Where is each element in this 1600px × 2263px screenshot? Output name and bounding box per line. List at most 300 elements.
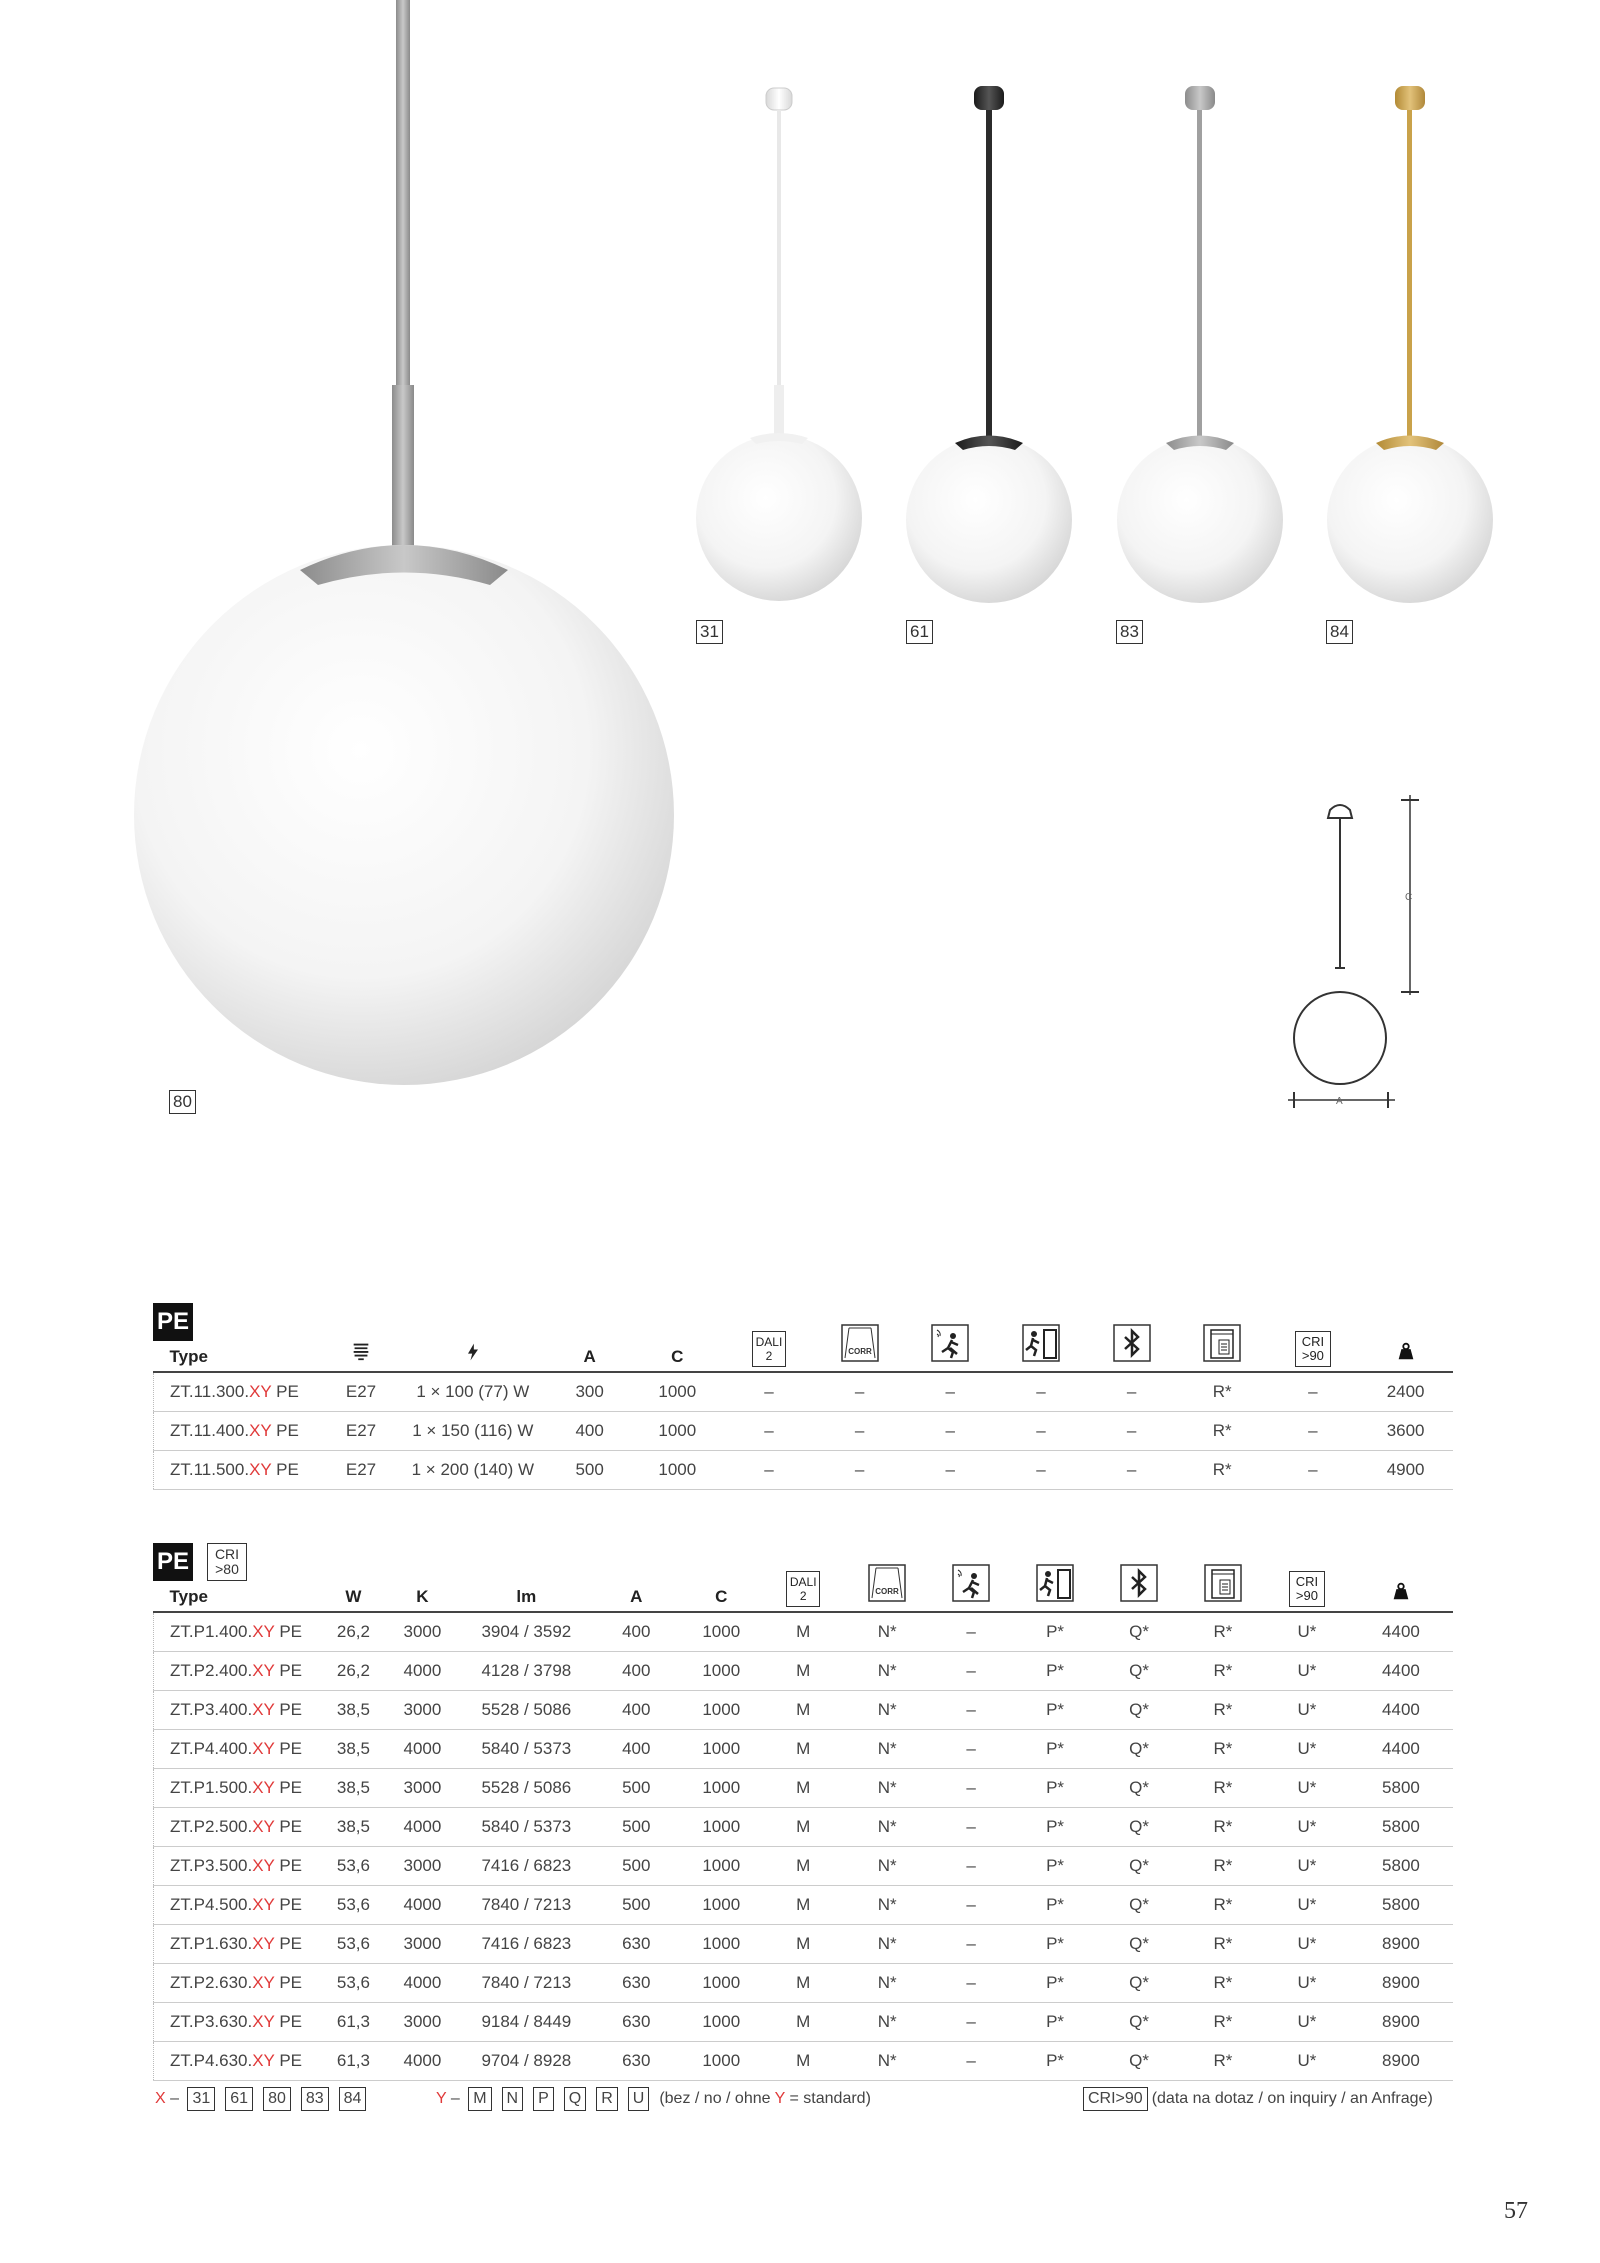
type-type-pre: ZT.P4.500. — [170, 1895, 253, 1914]
dali-cell: – — [724, 1412, 815, 1451]
type-type-post: PE — [274, 1973, 302, 1992]
emerg-cell: P* — [1013, 2042, 1097, 2081]
type-xy: XY — [252, 1895, 275, 1914]
cab-cell: R* — [1181, 2042, 1265, 2081]
lm-cell: 9184 / 8449 — [461, 2003, 591, 2042]
sensor-cell: – — [929, 1691, 1013, 1730]
type-type-pre: ZT.P2.500. — [170, 1817, 253, 1836]
weight-cell: 5800 — [1349, 1886, 1453, 1925]
legend-code-box: N — [502, 2087, 524, 2111]
c-cell: 1000 — [681, 1964, 761, 2003]
type-cell — [154, 1412, 325, 1451]
w-cell: 26,2 — [323, 1612, 383, 1652]
bt-cell: Q* — [1097, 1964, 1181, 2003]
corr-cell: – — [814, 1372, 905, 1412]
emerg-cell: P* — [1013, 1612, 1097, 1652]
weight-cell: 5800 — [1349, 1769, 1453, 1808]
cri-cell: – — [1268, 1412, 1359, 1451]
k-cell: 4000 — [383, 1652, 461, 1691]
table2-header-weight — [1349, 1564, 1453, 1612]
table1 — [153, 1324, 1453, 1490]
w-cell: 61,3 — [323, 2003, 383, 2042]
w-cell: 38,5 — [323, 1691, 383, 1730]
emerg-cell: P* — [1013, 1964, 1097, 2003]
variant-61-lamp — [906, 86, 1072, 603]
cri-cell: U* — [1265, 1808, 1349, 1847]
type-type-post: PE — [274, 1700, 302, 1719]
power-cell: 1 × 150 (116) W — [397, 1412, 548, 1451]
table-row — [154, 1372, 1454, 1412]
table1-body — [154, 1372, 1454, 1490]
emerg-cell: P* — [1013, 1886, 1097, 1925]
a-cell: 400 — [591, 1612, 681, 1652]
a-cell: 400 — [591, 1691, 681, 1730]
lm-cell: 9704 / 8928 — [461, 2042, 591, 2081]
cri-cell: U* — [1265, 1886, 1349, 1925]
legend-y-note-pre: (bez / no / ohne — [659, 2090, 775, 2107]
corr-cell: N* — [845, 1964, 929, 2003]
c-cell: 1000 — [681, 1925, 761, 1964]
lm-cell: 7840 / 7213 — [461, 1964, 591, 2003]
table-row — [154, 1925, 1454, 1964]
c-cell: 1000 — [681, 1691, 761, 1730]
weight-cell: 4900 — [1358, 1451, 1453, 1490]
bt-cell: Q* — [1097, 1730, 1181, 1769]
type-xy: XY — [252, 1973, 275, 1992]
table1-header-cabinet — [1177, 1324, 1268, 1372]
k-cell: 3000 — [383, 1769, 461, 1808]
type-xy: XY — [249, 1460, 272, 1479]
table2-header-cri — [1265, 1564, 1349, 1612]
c-cell: 1000 — [681, 2003, 761, 2042]
legend-code-box: P — [533, 2087, 554, 2111]
type-type-pre: ZT.11.300. — [170, 1382, 250, 1401]
emerg-cell: P* — [1013, 1652, 1097, 1691]
sensor-cell: – — [929, 1886, 1013, 1925]
k-cell: 4000 — [383, 1886, 461, 1925]
cri-cell: U* — [1265, 1964, 1349, 2003]
lm-cell: 7416 / 6823 — [461, 1925, 591, 1964]
sensor-cell: – — [929, 1847, 1013, 1886]
table-row — [154, 1612, 1454, 1652]
type-xy: XY — [252, 1934, 275, 1953]
type-cell — [154, 1372, 325, 1412]
table2-header-dali — [761, 1564, 845, 1612]
corr-cell: N* — [845, 1886, 929, 1925]
k-cell: 4000 — [383, 2042, 461, 2081]
a-cell: 400 — [548, 1412, 631, 1451]
bt-cell: Q* — [1097, 1691, 1181, 1730]
socket-cell: E27 — [325, 1451, 398, 1490]
dali-cell: M — [761, 1964, 845, 2003]
legend-code-box: M — [468, 2087, 491, 2111]
bt-cell: Q* — [1097, 1652, 1181, 1691]
cri-cell: U* — [1265, 2042, 1349, 2081]
table-row — [154, 2003, 1454, 2042]
type-type-post: PE — [274, 1817, 302, 1836]
type-cell — [154, 1925, 324, 1964]
type-type-pre: ZT.11.400. — [170, 1421, 250, 1440]
table2-header-cabinet — [1181, 1564, 1265, 1612]
table1-header-sensor — [905, 1324, 996, 1372]
a-cell: 630 — [591, 2042, 681, 2081]
type-xy: XY — [252, 1856, 275, 1875]
type-xy: XY — [249, 1382, 272, 1401]
dimension-a-label: A — [1336, 1096, 1343, 1107]
type-xy: XY — [252, 2012, 275, 2031]
dimension-drawing — [1288, 795, 1419, 1108]
dali-cell: M — [761, 2003, 845, 2042]
type-type-post: PE — [274, 1934, 302, 1953]
type-cell — [154, 1808, 324, 1847]
type-type-pre: ZT.P2.630. — [170, 1973, 253, 1992]
corr-cell: N* — [845, 1769, 929, 1808]
variant-tag-80: 80 — [169, 1090, 196, 1114]
legend-code-box: 84 — [339, 2087, 367, 2111]
cab-cell: R* — [1181, 1808, 1265, 1847]
type-type-post: PE — [274, 1778, 302, 1797]
type-type-pre: ZT.P4.400. — [170, 1739, 253, 1758]
w-cell: 53,6 — [323, 1847, 383, 1886]
c-cell: 1000 — [681, 1886, 761, 1925]
table-row — [154, 2042, 1454, 2081]
motion-sensor-icon — [952, 1564, 990, 1602]
cab-cell: R* — [1181, 1612, 1265, 1652]
legend-cri-note: (data na dotaz / on inquiry / an Anfrage) — [1151, 2090, 1433, 2107]
dali-top-label: DALI — [789, 1575, 817, 1589]
table-row — [154, 1451, 1454, 1490]
a-cell: 400 — [591, 1652, 681, 1691]
cab-cell: R* — [1181, 1886, 1265, 1925]
c-cell: 1000 — [631, 1372, 724, 1412]
dali-icon — [786, 1571, 820, 1607]
weight-cell: 5800 — [1349, 1808, 1453, 1847]
cabinet-icon — [1203, 1324, 1241, 1362]
corr-cell: N* — [845, 2003, 929, 2042]
cab-cell: R* — [1181, 2003, 1265, 2042]
lm-cell: 4128 / 3798 — [461, 1652, 591, 1691]
w-cell: 61,3 — [323, 2042, 383, 2081]
k-cell: 3000 — [383, 1925, 461, 1964]
corr-cell: – — [814, 1412, 905, 1451]
bt-cell: Q* — [1097, 2042, 1181, 2081]
table2-header-corr — [845, 1564, 929, 1612]
type-type-pre: ZT.P1.400. — [170, 1622, 253, 1641]
legend-code-box: Q — [564, 2087, 586, 2111]
table1-header-emergency — [996, 1324, 1087, 1372]
emerg-cell: – — [996, 1412, 1087, 1451]
bt-cell: Q* — [1097, 1612, 1181, 1652]
k-cell: 3000 — [383, 2003, 461, 2042]
emerg-cell: P* — [1013, 1691, 1097, 1730]
type-cell — [154, 1730, 324, 1769]
legend-cri — [1083, 2086, 1433, 2112]
cab-cell: R* — [1177, 1372, 1268, 1412]
k-cell: 3000 — [383, 1691, 461, 1730]
weight-icon — [1390, 1580, 1412, 1602]
emerg-cell: P* — [1013, 1769, 1097, 1808]
legend-code-box: 61 — [225, 2087, 253, 2111]
cri-bottom-label: >90 — [1295, 1588, 1318, 1603]
c-cell: 1000 — [631, 1451, 724, 1490]
cab-cell: R* — [1181, 1691, 1265, 1730]
emerg-cell: P* — [1013, 1925, 1097, 1964]
bt-cell: Q* — [1097, 1886, 1181, 1925]
type-cell — [154, 1886, 324, 1925]
weight-cell: 3600 — [1358, 1412, 1453, 1451]
type-type-pre: ZT.P3.500. — [170, 1856, 253, 1875]
legend-y-label: Y — [436, 2090, 447, 2107]
c-cell: 1000 — [681, 1808, 761, 1847]
type-xy: XY — [252, 1661, 275, 1680]
lm-cell: 5840 / 5373 — [461, 1808, 591, 1847]
bt-cell: Q* — [1097, 1847, 1181, 1886]
bt-cell: Q* — [1097, 1769, 1181, 1808]
sensor-cell: – — [905, 1372, 996, 1412]
bluetooth-icon — [1113, 1324, 1151, 1362]
cri-top-label: CRI — [1295, 1574, 1319, 1589]
table1-header-type: Type — [154, 1324, 325, 1372]
bt-cell: Q* — [1097, 1808, 1181, 1847]
cri-cell: U* — [1265, 1691, 1349, 1730]
a-cell: 630 — [591, 1964, 681, 2003]
w-cell: 53,6 — [323, 1925, 383, 1964]
dali-cell: M — [761, 1886, 845, 1925]
table2-header-sensor — [929, 1564, 1013, 1612]
type-type-pre: ZT.11.500. — [170, 1460, 250, 1479]
type-type-post: PE — [274, 1895, 302, 1914]
table-row — [154, 1847, 1454, 1886]
a-cell: 630 — [591, 2003, 681, 2042]
table-row — [154, 1964, 1454, 2003]
emerg-cell: P* — [1013, 2003, 1097, 2042]
legend-x-codes — [187, 2090, 376, 2107]
dali-cell: M — [761, 1808, 845, 1847]
weight-cell: 4400 — [1349, 1612, 1453, 1652]
c-cell: 1000 — [681, 1730, 761, 1769]
type-type-post: PE — [274, 2012, 302, 2031]
type-type-post: PE — [271, 1382, 299, 1401]
k-cell: 4000 — [383, 1808, 461, 1847]
w-cell: 53,6 — [323, 1886, 383, 1925]
emerg-cell: P* — [1013, 1730, 1097, 1769]
corr-cell: N* — [845, 1925, 929, 1964]
cab-cell: R* — [1181, 1769, 1265, 1808]
socket-cell: E27 — [325, 1412, 398, 1451]
a-cell: 500 — [548, 1451, 631, 1490]
dali-cell: M — [761, 1612, 845, 1652]
bt-cell: – — [1086, 1451, 1177, 1490]
k-cell: 4000 — [383, 1730, 461, 1769]
cab-cell: R* — [1181, 1964, 1265, 2003]
dali-cell: M — [761, 1925, 845, 1964]
cri-cell: – — [1268, 1451, 1359, 1490]
cab-cell: R* — [1181, 1730, 1265, 1769]
table-row — [154, 1412, 1454, 1451]
variant-tag-31: 31 — [696, 620, 723, 644]
lm-cell: 7840 / 7213 — [461, 1886, 591, 1925]
cab-cell: R* — [1181, 1925, 1265, 1964]
corr-cell: N* — [845, 1847, 929, 1886]
cri-cell: U* — [1265, 1612, 1349, 1652]
variant-tag-84: 84 — [1326, 620, 1353, 644]
corridor-icon — [868, 1564, 906, 1602]
type-cell — [154, 1652, 324, 1691]
table-row — [154, 1730, 1454, 1769]
legend-code-box: U — [628, 2087, 650, 2111]
type-cell — [154, 1691, 324, 1730]
table1-header-socket — [325, 1324, 398, 1372]
lm-cell: 7416 / 6823 — [461, 1847, 591, 1886]
legend-x-dash: – — [165, 2090, 184, 2107]
legend-y-codes — [468, 2090, 659, 2107]
k-cell: 3000 — [383, 1612, 461, 1652]
sensor-cell: – — [905, 1412, 996, 1451]
table-row — [154, 1691, 1454, 1730]
type-type-pre: ZT.P1.630. — [170, 1934, 253, 1953]
table2-header-w: W — [323, 1564, 383, 1612]
cri-top-label: CRI — [1301, 1334, 1325, 1349]
dali-cell: – — [724, 1372, 815, 1412]
a-cell: 500 — [591, 1808, 681, 1847]
dali-top-label: DALI — [755, 1335, 783, 1349]
type-type-post: PE — [274, 1856, 302, 1875]
weight-cell: 2400 — [1358, 1372, 1453, 1412]
cab-cell: R* — [1177, 1451, 1268, 1490]
legend-code-box: 31 — [187, 2087, 215, 2111]
a-cell: 630 — [591, 1925, 681, 1964]
bt-cell: – — [1086, 1372, 1177, 1412]
dali-cell: M — [761, 1730, 845, 1769]
table2-header-emergency — [1013, 1564, 1097, 1612]
emerg-cell: P* — [1013, 1847, 1097, 1886]
sensor-cell: – — [929, 1612, 1013, 1652]
table-row — [154, 1808, 1454, 1847]
cri-cell: U* — [1265, 2003, 1349, 2042]
legend-y — [436, 2086, 871, 2112]
power-cell: 1 × 100 (77) W — [397, 1372, 548, 1412]
sensor-cell: – — [929, 1964, 1013, 2003]
type-xy: XY — [252, 2051, 275, 2070]
dali-bottom-label: 2 — [765, 1349, 773, 1363]
dali-cell: M — [761, 1652, 845, 1691]
motion-sensor-icon — [931, 1324, 969, 1362]
k-cell: 4000 — [383, 1964, 461, 2003]
table2-header-a: A — [591, 1564, 681, 1612]
variant-tag-61: 61 — [906, 620, 933, 644]
power-icon — [463, 1342, 483, 1362]
sensor-cell: – — [929, 1925, 1013, 1964]
type-type-post: PE — [271, 1421, 299, 1440]
weight-cell: 4400 — [1349, 1652, 1453, 1691]
bluetooth-icon — [1120, 1564, 1158, 1602]
k-cell: 3000 — [383, 1847, 461, 1886]
type-type-pre: ZT.P2.400. — [170, 1661, 253, 1680]
table1-header-a: A — [548, 1324, 631, 1372]
cri-cell: U* — [1265, 1652, 1349, 1691]
table2-header-k: K — [383, 1564, 461, 1612]
weight-cell: 4400 — [1349, 1730, 1453, 1769]
cri80-top-label: CRI — [214, 1546, 240, 1562]
corr-cell: N* — [845, 1808, 929, 1847]
dimension-c-label: C — [1405, 892, 1413, 903]
lm-cell: 3904 / 3592 — [461, 1612, 591, 1652]
w-cell: 38,5 — [323, 1769, 383, 1808]
cri-cell: U* — [1265, 1769, 1349, 1808]
cabinet-icon — [1204, 1564, 1242, 1602]
sensor-cell: – — [905, 1451, 996, 1490]
type-xy: XY — [252, 1739, 275, 1758]
dali-cell: M — [761, 1691, 845, 1730]
table-row — [154, 1652, 1454, 1691]
type-type-post: PE — [274, 2051, 302, 2070]
c-cell: 1000 — [681, 2042, 761, 2081]
type-xy: XY — [252, 1622, 275, 1641]
type-cell — [154, 1964, 324, 2003]
table2 — [153, 1564, 1453, 2081]
type-cell — [154, 1612, 324, 1652]
type-xy: XY — [252, 1700, 275, 1719]
dali-cell: M — [761, 2042, 845, 2081]
sensor-cell: – — [929, 2003, 1013, 2042]
weight-cell: 5800 — [1349, 1847, 1453, 1886]
corr-cell: N* — [845, 1612, 929, 1652]
corr-cell: N* — [845, 2042, 929, 2081]
table2-header-bluetooth — [1097, 1564, 1181, 1612]
lm-cell: 5840 / 5373 — [461, 1730, 591, 1769]
emerg-cell: P* — [1013, 1808, 1097, 1847]
emerg-cell: – — [996, 1451, 1087, 1490]
a-cell: 500 — [591, 1886, 681, 1925]
type-cell — [154, 2042, 324, 2081]
cri-bottom-label: >90 — [1301, 1348, 1324, 1363]
socket-cell: E27 — [325, 1372, 398, 1412]
legend-cri-box: CRI>90 — [1083, 2087, 1148, 2111]
sensor-cell: – — [929, 1808, 1013, 1847]
corr-cell: N* — [845, 1730, 929, 1769]
cri90-icon — [1295, 1331, 1331, 1367]
corridor-icon — [841, 1324, 879, 1362]
type-xy: XY — [252, 1778, 275, 1797]
cri-cell: U* — [1265, 1730, 1349, 1769]
variant-31-lamp — [696, 88, 862, 601]
a-cell: 300 — [548, 1372, 631, 1412]
dali-cell: – — [724, 1451, 815, 1490]
corr-cell: – — [814, 1451, 905, 1490]
dali-icon — [752, 1331, 786, 1367]
table1-header-power — [397, 1324, 548, 1372]
cab-cell: R* — [1181, 1847, 1265, 1886]
type-type-post: PE — [271, 1460, 299, 1479]
table2-header-c: C — [681, 1564, 761, 1612]
type-type-pre: ZT.P1.500. — [170, 1778, 253, 1797]
c-cell: 1000 — [631, 1412, 724, 1451]
bt-cell: Q* — [1097, 1925, 1181, 1964]
cri90-icon — [1289, 1571, 1325, 1607]
large-pendant-lamp — [134, 0, 674, 1085]
socket-icon — [350, 1340, 372, 1362]
a-cell: 500 — [591, 1769, 681, 1808]
table-row — [154, 1769, 1454, 1808]
sensor-cell: – — [929, 2042, 1013, 2081]
w-cell: 53,6 — [323, 1964, 383, 2003]
c-cell: 1000 — [681, 1652, 761, 1691]
table-row — [154, 1886, 1454, 1925]
emergency-exit-icon — [1036, 1564, 1074, 1602]
type-type-pre: ZT.P3.400. — [170, 1700, 253, 1719]
cab-cell: R* — [1177, 1412, 1268, 1451]
power-cell: 1 × 200 (140) W — [397, 1451, 548, 1490]
